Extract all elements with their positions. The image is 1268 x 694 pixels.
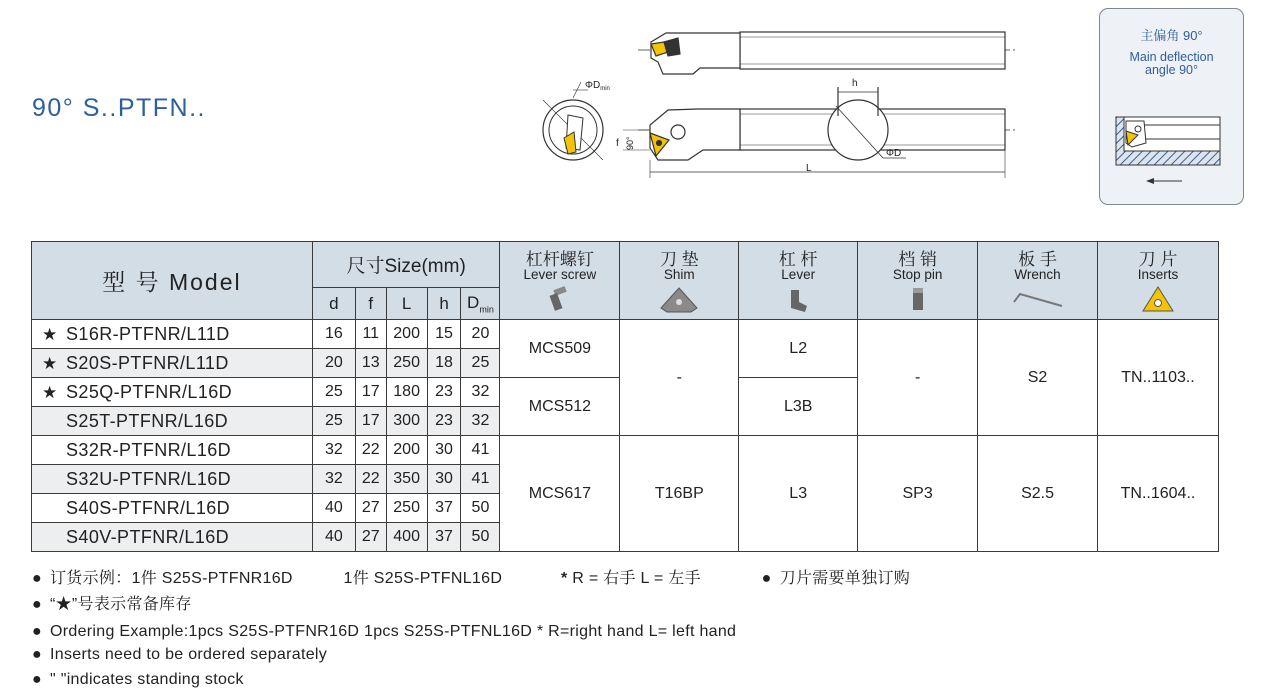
f-label: f xyxy=(616,138,619,149)
header-stop-pin: 档 销 Stop pin xyxy=(858,242,978,320)
cell-dmin: 32 xyxy=(461,407,500,436)
lever-cell: L2 xyxy=(739,320,858,378)
note-cn-stock: ● “★”号表示常备库存 xyxy=(32,596,192,613)
cell-d: 16 xyxy=(312,320,355,349)
model-cell: ★ S20S-PTFNR/L11D xyxy=(32,349,313,378)
cell-L: 200 xyxy=(386,436,427,465)
boring-illustration xyxy=(1112,113,1232,193)
lever-cell: L3 xyxy=(739,436,858,552)
wrench-cell: S2.5 xyxy=(978,436,1098,552)
model-cell: ★ S16R-PTFNR/L11D xyxy=(32,320,313,349)
stop-pin-cell: SP3 xyxy=(858,436,978,552)
lever-cell: L3B xyxy=(739,378,858,436)
cell-dmin: 50 xyxy=(461,494,500,523)
stop-pin-cell: - xyxy=(858,320,978,436)
series-title: 90° S..PTFN.. xyxy=(32,94,206,122)
table-row xyxy=(32,320,1219,349)
model-cell: S40V-PTFNR/L16D xyxy=(32,523,313,552)
cell-f: 17 xyxy=(355,378,386,407)
cell-d: 40 xyxy=(312,494,355,523)
lever-screw-cell: MCS512 xyxy=(500,378,620,436)
inserts-cell: TN..1103.. xyxy=(1097,320,1218,436)
cell-h: 37 xyxy=(427,494,461,523)
shim-cell: - xyxy=(620,320,739,436)
angle-cn: 主偏角 90° xyxy=(1140,28,1203,43)
angle-en xyxy=(1100,51,1243,77)
header-lever: 杠 杆 Lever xyxy=(739,242,858,320)
cell-d: 20 xyxy=(312,349,355,378)
cell-L: 250 xyxy=(386,349,427,378)
angle-info-box xyxy=(1099,8,1244,205)
cell-h: 18 xyxy=(427,349,461,378)
note-cn-order: ● 订货示例：1件 S25S-PTFNR16D 1件 S25S-PTFNL16D * R = 右手 L = 左手 ● 刀片需要单独订购 xyxy=(32,570,911,587)
lever-screw-cell: MCS509 xyxy=(500,320,620,378)
cell-dmin: 20 xyxy=(461,320,500,349)
lever-icon xyxy=(739,284,857,314)
cell-f: 11 xyxy=(355,320,386,349)
note-en-order: ● Ordering Example:1pcs S25S-PTFNR16D 1pcs S25S-PTFNL16D * R=right hand L= left hand xyxy=(32,623,737,640)
header-L: L xyxy=(386,288,427,320)
lever-screw-cell: MCS617 xyxy=(500,436,620,552)
cell-dmin: 25 xyxy=(461,349,500,378)
angle-label: 90° xyxy=(625,136,635,150)
model-cell: S32U-PTFNR/L16D xyxy=(32,465,313,494)
cell-dmin: 32 xyxy=(461,378,500,407)
spec-table xyxy=(31,241,1219,552)
cell-f: 13 xyxy=(355,349,386,378)
note-en-stock: ● " "indicates standing stock xyxy=(32,671,244,688)
cell-d: 40 xyxy=(312,523,355,552)
shim-cell: T16BP xyxy=(620,436,739,552)
angle-en-line1: Main deflection xyxy=(1129,50,1214,64)
angle-en-line2: angle 90° xyxy=(1145,63,1198,77)
header-f: f xyxy=(355,288,386,320)
header-shim: 刀 垫 Shim xyxy=(620,242,739,320)
cell-d: 32 xyxy=(312,436,355,465)
cell-d: 32 xyxy=(312,465,355,494)
tool-top-view xyxy=(638,32,1018,74)
cell-h: 30 xyxy=(427,436,461,465)
model-cell: S32R-PTFNR/L16D xyxy=(32,436,313,465)
cell-L: 400 xyxy=(386,523,427,552)
cell-h: 37 xyxy=(427,523,461,552)
header-size: 尺寸Size(mm) xyxy=(312,242,500,288)
tool-drawing xyxy=(528,20,1018,190)
cell-L: 300 xyxy=(386,407,427,436)
cell-h: 23 xyxy=(427,407,461,436)
insert-icon xyxy=(1098,284,1218,314)
dmin-label: $\Phi D_{min}$ xyxy=(585,80,610,92)
cell-h: 23 xyxy=(427,378,461,407)
note-en-inserts: ● Inserts need to be ordered separately xyxy=(32,646,328,663)
model-cell: S25T-PTFNR/L16D xyxy=(32,407,313,436)
lever-screw-icon xyxy=(500,284,619,314)
header-lever-screw: 杠杆螺钉 Lever screw xyxy=(500,242,620,320)
cell-f: 22 xyxy=(355,465,386,494)
stop-pin-icon xyxy=(858,284,977,314)
shim-icon xyxy=(620,284,738,314)
cell-d: 25 xyxy=(312,407,355,436)
cell-f: 22 xyxy=(355,436,386,465)
model-cell: ★ S25Q-PTFNR/L16D xyxy=(32,378,313,407)
cell-f: 27 xyxy=(355,523,386,552)
header-inserts: 刀 片 Inserts xyxy=(1097,242,1218,320)
cell-d: 25 xyxy=(312,378,355,407)
header-wrench: 板 手 Wrench xyxy=(978,242,1098,320)
cell-h: 30 xyxy=(427,465,461,494)
cell-L: 200 xyxy=(386,320,427,349)
cell-dmin: 50 xyxy=(461,523,500,552)
diameter-label: ΦD xyxy=(886,148,902,159)
wrench-icon xyxy=(978,284,1097,314)
inserts-cell: TN..1604.. xyxy=(1097,436,1218,552)
cell-L: 180 xyxy=(386,378,427,407)
header-h: h xyxy=(427,288,461,320)
wrench-cell: S2 xyxy=(978,320,1098,436)
header-d: d xyxy=(312,288,355,320)
table-row xyxy=(32,436,1219,465)
tool-end-view xyxy=(543,82,603,160)
header-dmin: $D_{min}$ xyxy=(461,288,500,320)
model-cell: S40S-PTFNR/L16D xyxy=(32,494,313,523)
cell-f: 17 xyxy=(355,407,386,436)
cell-dmin: 41 xyxy=(461,465,500,494)
h-label: h xyxy=(852,78,858,89)
cell-h: 15 xyxy=(427,320,461,349)
cell-L: 350 xyxy=(386,465,427,494)
cell-dmin: 41 xyxy=(461,436,500,465)
cell-f: 27 xyxy=(355,494,386,523)
cell-L: 250 xyxy=(386,494,427,523)
header-model: 型 号 Model xyxy=(32,242,313,320)
length-label: L xyxy=(806,163,812,174)
tool-side-view xyxy=(623,87,1018,178)
